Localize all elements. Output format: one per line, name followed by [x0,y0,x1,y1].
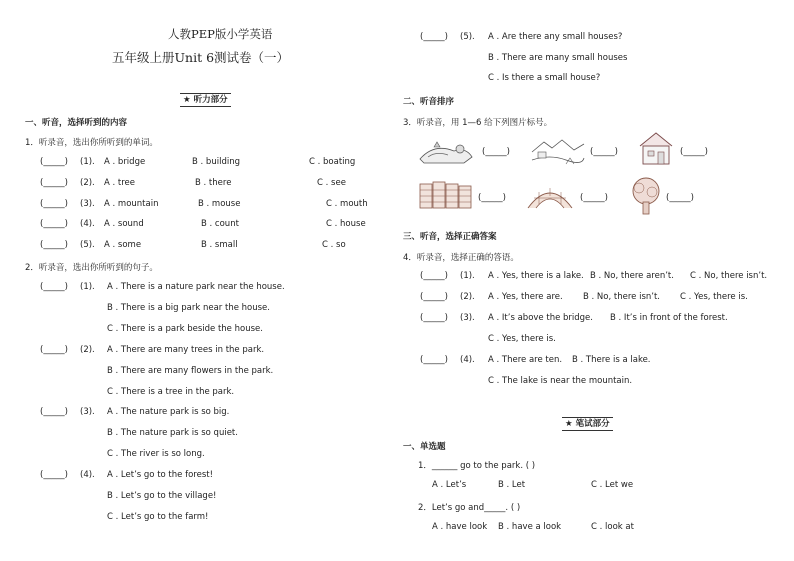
option-c: C . house [326,219,366,229]
question-stem: 2．Let’s go and_____. ( ) [418,503,521,513]
picture-blank[interactable]: (_____) [590,147,618,157]
option-a: A . Are there any small houses? [488,32,623,42]
option-b: B . There are many small houses [488,53,628,63]
item-number: (1). [80,157,95,167]
option-c: C . The lake is near the mountain. [488,376,633,386]
answer-blank[interactable]: (_____) [40,407,68,417]
item-number: (4). [80,470,95,480]
tree-picture [628,176,664,216]
option-c: C . look at [591,522,634,532]
option-b: B . Let’s go to the village! [107,491,217,501]
option-a: A . mountain [104,199,159,209]
part3-heading: 三、听音，选择正确答案 [403,232,497,242]
option-c: C . Yes, there is. [488,334,556,344]
item-number: (3). [80,199,95,209]
option-c: C . There is a park beside the house. [107,324,263,334]
option-a: A . It’s above the bridge. [488,313,593,323]
option-a: A . Let’s [432,480,467,490]
option-c: C . boating [309,157,356,167]
option-a: A . Let’s go to the forest! [107,470,213,480]
nature-park-picture [414,137,476,167]
item-number: (2). [460,292,475,302]
picture-blank[interactable]: (_____) [478,193,506,203]
title-line-2: 五年级上册Unit 6测试卷（一） [112,50,290,65]
item-number: (5). [460,32,475,42]
option-b: B . There is a big park near the house. [107,303,270,313]
answer-blank[interactable]: (_____) [40,345,68,355]
q3-prompt: 3．听录音，用 1—6 给下列图片标号。 [403,118,553,128]
option-b: B . building [192,157,240,167]
option-c: C . mouth [326,199,368,209]
picture-blank[interactable]: (_____) [482,147,510,157]
picture-blank[interactable]: (_____) [580,193,608,203]
item-number: (2). [80,345,95,355]
q2-prompt: 2．听录音，选出你所听到的句子。 [25,263,158,273]
answer-blank[interactable]: (_____) [40,199,68,209]
option-b: B . No, there aren’t. [590,271,674,281]
answer-blank[interactable]: (_____) [40,219,68,229]
option-b: B . The nature park is so quiet. [107,428,238,438]
option-a: A . Yes, there is a lake. [488,271,584,281]
answer-blank[interactable]: (_____) [420,32,448,42]
part1-heading: 一、听音，选择听到的内容 [25,118,128,128]
answer-blank[interactable]: (_____) [40,178,68,188]
answer-blank[interactable]: (_____) [40,157,68,167]
option-c: C . Let’s go to the farm! [107,512,209,522]
answer-blank[interactable]: (_____) [420,313,448,323]
item-number: (3). [80,407,95,417]
option-a: A . bridge [104,157,146,167]
option-b: B . small [201,240,238,250]
option-a: A . There is a nature park near the house. [107,282,285,292]
answer-blank[interactable]: (_____) [40,240,68,250]
item-number: (5). [80,240,95,250]
answer-blank[interactable]: (_____) [420,271,448,281]
option-c: C . The river is so long. [107,449,205,459]
option-c: C . There is a tree in the park. [107,387,235,397]
option-a: A . sound [104,219,144,229]
option-c: C . Let we [591,480,634,490]
option-b: B . have a look [498,522,562,532]
option-a: A . There are many trees in the park. [107,345,265,355]
option-a: A . Yes, there are. [488,292,563,302]
buildings-picture [418,180,474,210]
option-b: B . mouse [198,199,241,209]
picture-blank[interactable]: (_____) [666,193,694,203]
item-number: (1). [460,271,475,281]
option-b: B . there [195,178,232,188]
option-c: C . Is there a small house? [488,73,601,83]
option-c: C . Yes, there is. [680,292,748,302]
answer-blank[interactable]: (_____) [40,470,68,480]
part2-heading: 二、听音排序 [403,97,455,107]
river-village-picture [530,134,586,168]
option-a: A . some [104,240,142,250]
option-c: C . No, there isn’t. [690,271,768,281]
option-c: C . see [317,178,346,188]
item-number: (2). [80,178,95,188]
picture-blank[interactable]: (_____) [680,147,708,157]
house-picture [636,130,676,166]
option-a: A . have look [432,522,488,532]
q1-prompt: 1．听录音，选出你所听到的单词。 [25,138,158,148]
writing-part1-heading: 一、单选题 [403,442,446,452]
item-number: (3). [460,313,475,323]
option-b: B . There are many flowers in the park. [107,366,274,376]
item-number: (4). [460,355,475,365]
writing-section-badge: ★ 笔试部分 [562,417,613,431]
option-c: C . so [322,240,346,250]
option-a: A . There are ten. [488,355,563,365]
bridge-picture [525,178,575,212]
item-number: (1). [80,282,95,292]
question-stem: 1．______ go to the park. ( ) [418,461,536,471]
option-b: B . It’s in front of the forest. [610,313,728,323]
item-number: (4). [80,219,95,229]
option-b: B . There is a lake. [572,355,651,365]
q4-prompt: 4．听录音，选择正确的答语。 [403,253,519,263]
answer-blank[interactable]: (_____) [420,292,448,302]
option-a: A . tree [104,178,136,188]
option-b: B . count [201,219,239,229]
answer-blank[interactable]: (_____) [40,282,68,292]
listening-section-badge: ★ 听力部分 [180,93,231,107]
option-b: B . Let [498,480,526,490]
option-b: B . No, there isn’t. [583,292,661,302]
answer-blank[interactable]: (_____) [420,355,448,365]
title-line-1: 人教PEP版小学英语 [168,27,273,41]
option-a: A . The nature park is so big. [107,407,230,417]
